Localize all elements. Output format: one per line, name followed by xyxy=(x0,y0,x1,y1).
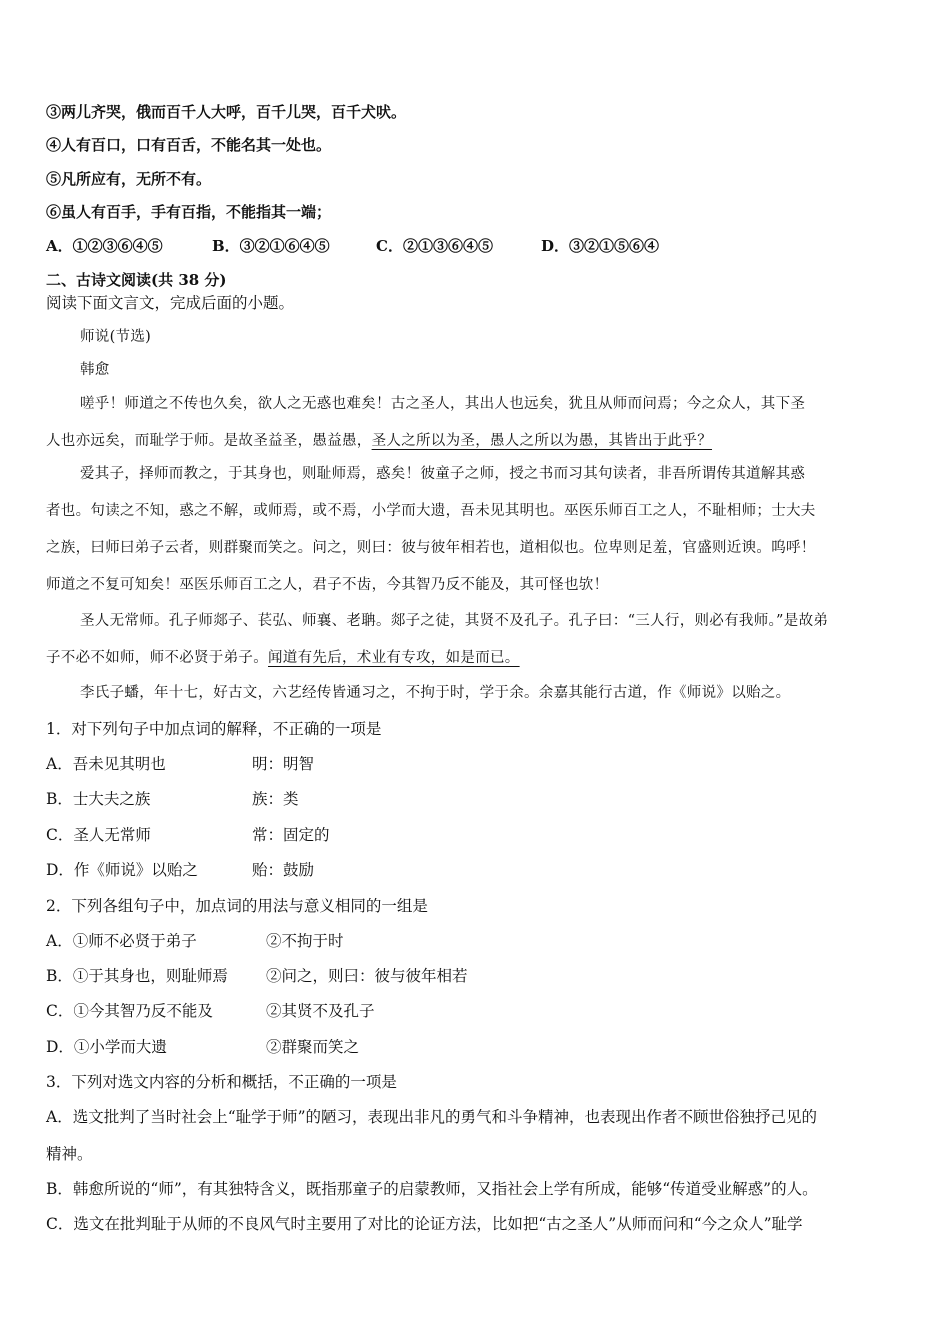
q2-option-d-2: ②群聚而笑之 xyxy=(266,1038,360,1056)
section-heading: 二、古诗文阅读(共 38 分) xyxy=(46,271,227,289)
passage-p3-line2 xyxy=(46,647,910,669)
q2-option-a-1: A．①师不必贤于弟子 xyxy=(46,932,197,950)
order-option-c: C．②①③⑥④⑤ xyxy=(376,237,493,255)
passage-author: 韩愈 xyxy=(80,362,110,378)
section-instruction: 阅读下面文言文，完成后面的小题。 xyxy=(46,294,295,312)
list-item-6: ⑥虽人有百手，手有百指，不能指其一端； xyxy=(46,203,332,221)
q2-option-d-1: D．①小学而大遗 xyxy=(46,1038,167,1056)
q2-stem: 2．下列各组句子中，加点词的用法与意义相同的一组是 xyxy=(46,897,428,915)
passage-p3-line2-text: 子不必不如师，师不必贤于弟子。 xyxy=(46,650,268,666)
q2-option-b-1: B．①于其身也，则耻师焉 xyxy=(46,967,228,985)
passage-p1-line2 xyxy=(46,430,910,452)
passage-p2-line2: 者也。句读之不知，惑之不解，或师焉，或不焉，小学而大遗，吾未见其明也。巫医乐师百工之人，不耻相师；士大夫 xyxy=(46,503,816,519)
q1-option-a-gloss: 明：明智 xyxy=(252,755,315,773)
q1-stem: 1．对下列句子中加点词的解释，不正确的一项是 xyxy=(46,720,382,738)
q1-option-a: A．吾未见其明也 xyxy=(46,755,166,773)
q2-option-a-2: ②不拘于时 xyxy=(266,932,344,950)
passage-title: 师说(节选) xyxy=(80,329,152,345)
underlined-sentence-1: 圣人之所以为圣，愚人之所以为愚，其皆出于此乎？ xyxy=(371,433,713,449)
passage-p1-line2-text: 人也亦远矣，而耻学于师。是故圣益圣，愚益愚， xyxy=(46,433,372,449)
list-item-3: ③两儿齐哭，俄而百千人大呼，百千儿哭，百千犬吠。 xyxy=(46,103,407,121)
order-option-b: B．③②①⑥④⑤ xyxy=(212,237,330,255)
list-item-5: ⑤凡所应有，无所不有。 xyxy=(46,170,212,188)
list-item-4: ④人有百口，口有百舌，不能名其一处也。 xyxy=(46,136,332,154)
passage-p3-line1: 圣人无常师。孔子师郯子、苌弘、师襄、老聃。郯子之徒，其贤不及孔子。孔子曰：“三人行，则必有我师。”是故弟 xyxy=(80,613,829,629)
q3-stem: 3．下列对选文内容的分析和概括，不正确的一项是 xyxy=(46,1073,397,1091)
passage-p4-line1: 李氏子蟠，年十七，好古文，六艺经传皆通习之，不拘于时，学于余。余嘉其能行古道，作《师说》以贻之。 xyxy=(80,685,791,701)
q1-option-d-gloss: 贻：鼓励 xyxy=(252,861,315,879)
order-option-d: D．③②①⑤⑥④ xyxy=(541,237,660,255)
q1-option-b-gloss: 族：类 xyxy=(252,790,299,808)
order-option-a: A．①②③⑥④⑤ xyxy=(46,237,163,255)
q3-option-c-line1: C．选文在批判耻于从师的不良风气时主要用了对比的论证方法，比如把“古之圣人”从师而问和“今之众人”耻学 xyxy=(46,1215,803,1233)
q1-option-c: C．圣人无常师 xyxy=(46,826,151,844)
q2-option-c-2: ②其贤不及孔子 xyxy=(266,1002,375,1020)
q3-option-a-line2: 精神。 xyxy=(46,1145,93,1163)
q3-option-a-line1: A．选文批判了当时社会上“耻学于师”的陋习，表现出非凡的勇气和斗争精神，也表现出作者不顾世俗独抒己见的 xyxy=(46,1108,818,1126)
q2-option-b-2: ②问之，则曰：彼与彼年相若 xyxy=(266,967,468,985)
passage-p1-line1: 嗟乎！师道之不传也久矣，欲人之无惑也难矣！古之圣人，其出人也远矣，犹且从师而问焉；今之众人，其下圣 xyxy=(80,396,806,412)
passage-p2-line4: 师道之不复可知矣！巫医乐师百工之人，君子不齿，今其智乃反不能及，其可怪也欤！ xyxy=(46,577,609,593)
q1-option-b: B．士大夫之族 xyxy=(46,790,151,808)
underlined-sentence-2: 闻道有先后，术业有专攻，如是而已。 xyxy=(268,650,520,666)
q1-option-c-gloss: 常：固定的 xyxy=(252,826,330,844)
passage-p2-line3: 之族，曰师曰弟子云者，则群聚而笑之。问之，则曰：彼与彼年相若也，道相似也。位卑则足羞，官盛则近谀。呜呼！ xyxy=(46,540,816,556)
q2-option-c-1: C．①今其智乃反不能及 xyxy=(46,1002,213,1020)
q1-option-d: D．作《师说》以贻之 xyxy=(46,861,198,879)
q3-option-b-line1: B．韩愈所说的“师”，有其独特含义，既指那童子的启蒙教师，又指社会上学有所成，能够“传道受业解惑”的人。 xyxy=(46,1180,818,1198)
passage-p2-line1: 爱其子，择师而教之，于其身也，则耻师焉，惑矣！彼童子之师，授之书而习其句读者，非吾所谓传其道解其惑 xyxy=(80,466,806,482)
